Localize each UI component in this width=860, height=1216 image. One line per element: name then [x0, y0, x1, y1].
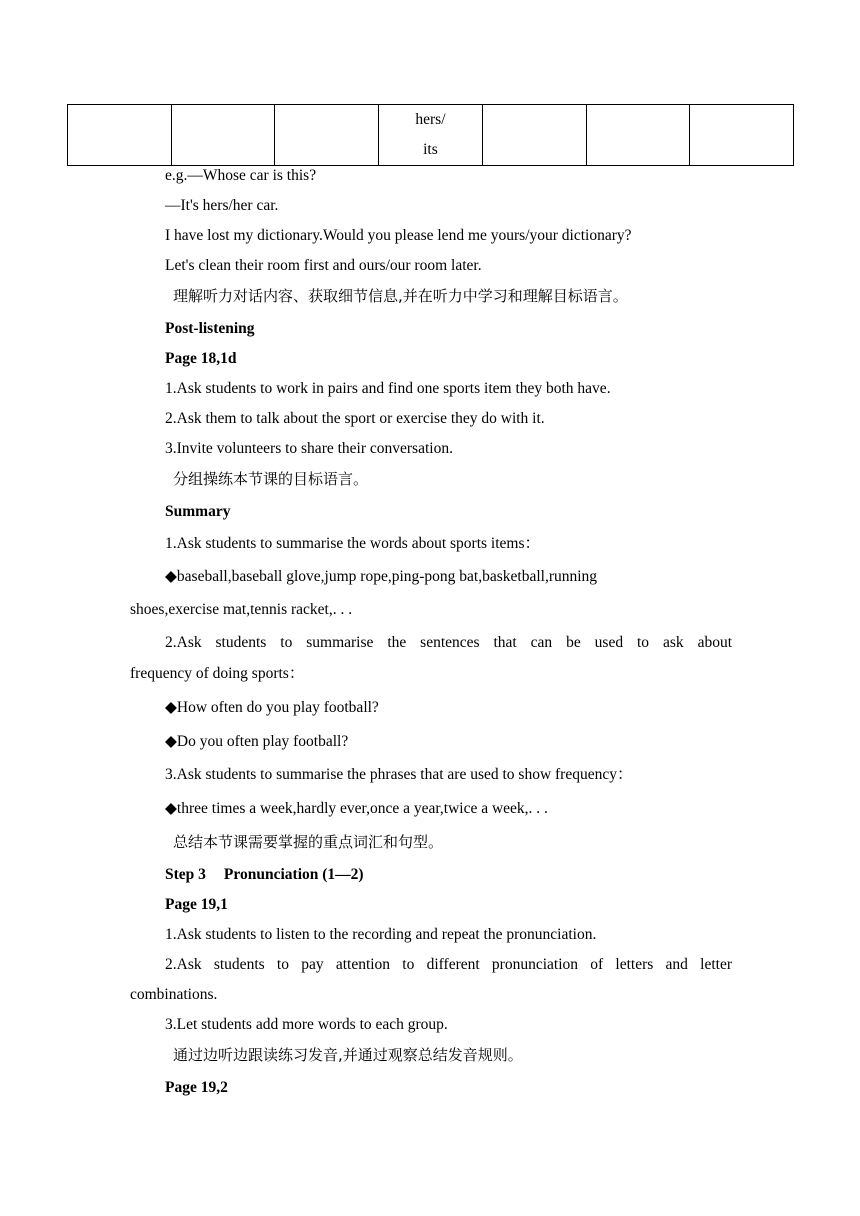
example-line: e.g.—Whose car is this? — [165, 167, 317, 184]
step-item: 3.Ask students to summarise the phrases that are used to show frequency： — [165, 766, 633, 783]
example-line: —It's hers/her car. — [165, 197, 279, 214]
table-cell: hers/ its — [379, 105, 483, 166]
section-heading — [165, 865, 364, 885]
step-item: 1.Ask students to listen to the recording and repeat the pronunciation. — [165, 926, 597, 943]
page-reference: Page 19,1 — [165, 896, 228, 913]
bullet-item: ◆Do you often play football? — [165, 733, 349, 750]
step-item: 2.Ask them to talk about the sport or exercise they do with it. — [165, 410, 545, 427]
step-item: 1.Ask students to summarise the words about sports items： — [165, 535, 540, 552]
step-item: 2.Ask students to pay attention to different pronunciation of letters and letter — [165, 956, 732, 973]
table-cell — [171, 105, 275, 166]
chinese-note: 通过边听边跟读练习发音,并通过观察总结发音规则。 — [173, 1046, 523, 1064]
table-cell — [68, 105, 172, 166]
bullet-item: ◆baseball,baseball glove,jump rope,ping-pong bat,basketball,running — [165, 568, 598, 585]
bullet-continuation: shoes,exercise mat,tennis racket,. . . — [130, 601, 353, 618]
table-row — [68, 105, 794, 166]
section-heading: Post-listening — [165, 320, 255, 337]
step-title: Pronunciation (1—2) — [223, 866, 364, 883]
page-reference: Page 19,2 — [165, 1079, 228, 1096]
step-item: 1.Ask students to work in pairs and find one sports item they both have. — [165, 380, 611, 397]
table-cell — [482, 105, 586, 166]
table-cell — [275, 105, 379, 166]
step-number: Step 3 — [165, 866, 206, 883]
section-heading: Summary — [165, 503, 231, 520]
chinese-note: 分组操练本节课的目标语言。 — [173, 470, 369, 488]
bullet-item: ◆three times a week,hardly ever,once a year,twice a week,. . . — [165, 800, 548, 817]
table-cell — [690, 105, 794, 166]
chinese-note: 总结本节课需要掌握的重点词汇和句型。 — [173, 833, 444, 851]
step-item: 3.Invite volunteers to share their conversation. — [165, 440, 453, 457]
chinese-note: 理解听力对话内容、获取细节信息,并在听力中学习和理解目标语言。 — [173, 287, 628, 305]
page-reference: Page 18,1d — [165, 350, 237, 367]
example-line: Let's clean their room first and ours/our room later. — [165, 257, 482, 274]
step-continuation: frequency of doing sports： — [130, 665, 305, 682]
bullet-item: ◆How often do you play football? — [165, 699, 379, 716]
step-item: 3.Let students add more words to each group. — [165, 1016, 448, 1033]
example-line: I have lost my dictionary.Would you please lend me yours/your dictionary? — [165, 227, 632, 244]
step-item: 2.Ask students to summarise the sentences that can be used to ask about — [165, 634, 732, 651]
table-cell — [586, 105, 690, 166]
pronoun-table — [67, 104, 794, 166]
step-continuation: combinations. — [130, 986, 218, 1003]
